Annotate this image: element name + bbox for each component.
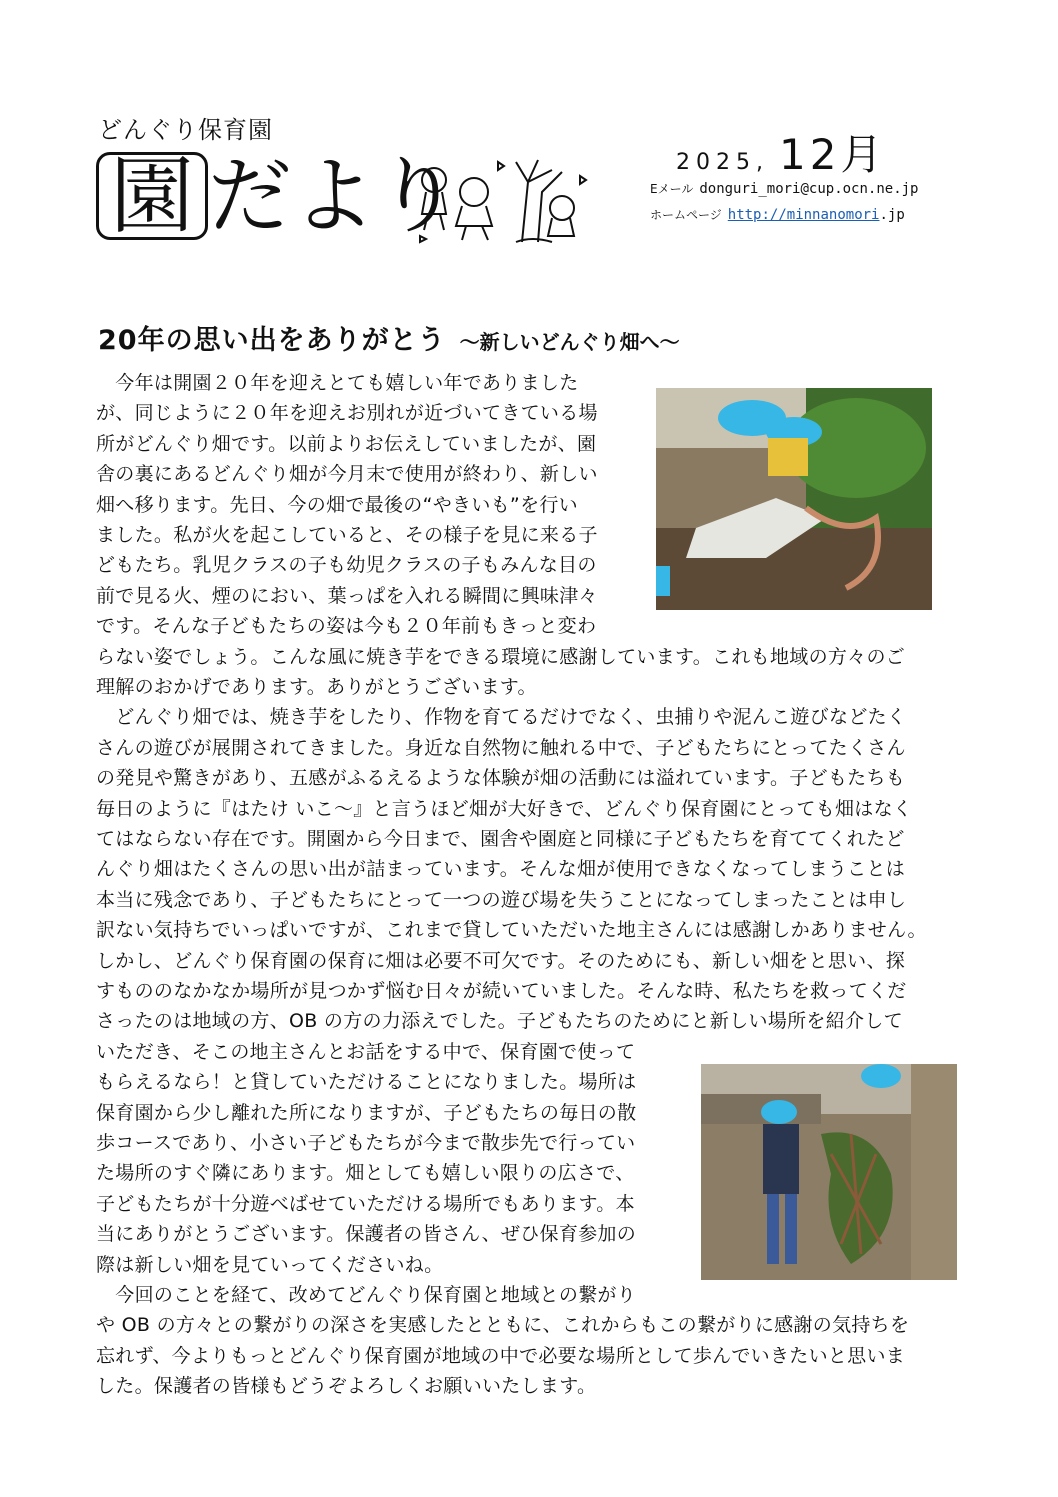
article-line: 歩コースであり、小さい子どもたちが今まで散歩先で行ってい xyxy=(96,1132,636,1154)
article-subtitle: ～新しいどんぐり畑へ～ xyxy=(459,330,680,354)
email-line xyxy=(650,180,919,197)
article-line: や OB の方々との繋がりの深さを実感したとともに、これからもこの繋がりに感謝の気持ちを xyxy=(96,1314,910,1337)
org-name: どんぐり保育園 xyxy=(98,116,273,144)
article-line: 際は新しい畑を見ていってくださいね。 xyxy=(96,1253,444,1276)
issue-date xyxy=(676,122,886,182)
article-line: 本当に残念であり、子どもたちにとって一つの遊び場を失うことになってしまったことは申し xyxy=(96,888,907,911)
article-line: 理解のおかげであります。ありがとうございます。 xyxy=(96,676,537,698)
article-line: 当にありがとうございます。保護者の皆さん、ぜひ保育参加の xyxy=(96,1223,637,1246)
article-line: 忘れず、今よりもっとどんぐり保育園が地域の中で必要な場所として歩んでいきたいと思いま xyxy=(96,1344,906,1367)
homepage-link[interactable]: http://minnanomori xyxy=(727,207,880,223)
article-line: らない姿でしょう。こんな風に焼き芋をできる環境に感謝しています。これも地域の方々のご xyxy=(96,645,906,668)
article-line: 子どもたちが十分遊べばせていただける場所でもあります。本 xyxy=(96,1192,635,1215)
article-line: の発見や驚きがあり、五感がふるえるような体験が畑の活動には溢れています。子どもたちも xyxy=(96,767,906,790)
newsletter-title: 園 だより xyxy=(109,147,461,245)
article-title: 20年の思い出をありがとう xyxy=(98,325,446,356)
article-line: いただき、そこの地主さんとお話をする中で、保育園で使って xyxy=(96,1040,636,1063)
article-line: た場所のすぐ隣にあります。畑としても嬉しい限りの広さで、 xyxy=(96,1162,635,1185)
homepage-line xyxy=(650,206,905,223)
article-line: 畑へ移ります。先日、今の畑で最後の“やきいも”を行い xyxy=(96,493,578,516)
children-digging-sweet-potatoes-photo xyxy=(656,388,932,610)
homepage-label: ホームページ xyxy=(650,208,722,222)
article-line: です。そんな子どもたちの姿は今も２０年前もきっと変わ xyxy=(96,615,597,638)
article-line: どんぐり畑では、焼き芋をしたり、作物を育てるだけでなく、虫捕りや泥んこ遊びなどたく xyxy=(96,706,907,729)
article-line: 訳ない気持ちでいっぱいですが、これまで貸していただいた地主さんには感謝しかありません。 xyxy=(96,919,927,942)
children-holding-vines-photo xyxy=(701,1064,957,1280)
email-label: Eメール xyxy=(650,182,694,196)
issue-month: 12月 xyxy=(778,130,887,179)
article-line: ました。私が火を起こしていると、その様子を見に来る子 xyxy=(96,524,598,546)
article-line: 毎日のように『はたけ いこ～』と言うほど畑が大好きで、どんぐり保育園にとっても畑はなく xyxy=(96,797,913,820)
article-line: んぐり畑はたくさんの思い出が詰まっています。そんな畑が使用できなくなってしまうことは xyxy=(96,858,906,881)
article-line: もらえるなら！と貸していただけることになりました。場所は xyxy=(96,1071,637,1094)
homepage-suffix: .jp xyxy=(879,207,905,223)
article-line: 今年は開園２０年を迎えとても嬉しい年でありました xyxy=(96,372,579,394)
article-line: 所がどんぐり畑です。以前よりお伝えしていましたが、園 xyxy=(96,432,597,455)
article-line: 保育園から少し離れた所になりますが、子どもたちの毎日の散 xyxy=(96,1101,637,1124)
article-line: が、同じように２０年を迎えお別れが近づいてきている場 xyxy=(96,402,598,425)
children-tree-mascot-illustration xyxy=(412,152,602,244)
article-line: しかし、どんぐり保育園の保育に畑は必要不可欠です。そのためにも、新しい畑をと思い、探 xyxy=(96,949,906,972)
article-line: 今回のことを経て、改めてどんぐり保育園と地域との繋がり xyxy=(96,1284,637,1306)
article-line: さんの遊びが展開されてきました。身近な自然物に触れる中で、子どもたちにとってたくさん xyxy=(96,736,906,759)
article-line: した。保護者の皆様もどうぞよろしくお願いいたします。 xyxy=(96,1375,597,1398)
article-heading xyxy=(98,318,680,357)
article-line: 前で見る火、煙のにおい、葉っぱを入れる瞬間に興味津々 xyxy=(96,584,598,607)
article-line: どもたち。乳児クラスの子も幼児クラスの子もみんな目の xyxy=(96,554,597,577)
issue-year: 2025, xyxy=(676,150,769,175)
article-line: すもののなかなか場所が見つかず悩む日々が続いていました。そんな時、私たちを救ってくだ xyxy=(96,980,907,1002)
article-line: 舎の裏にあるどんぐり畑が今月末で使用が終わり、新しい xyxy=(96,463,598,486)
article-line: てはならない存在です。開園から今日まで、園舎や園庭と同様に子どもたちを育ててくれたど xyxy=(96,828,905,850)
article-line: さったのは地域の方、OB の方の力添えでした。子どもたちのためにと新しい場所を紹介して xyxy=(96,1010,903,1033)
email-address[interactable]: donguri_mori@cup.ocn.ne.jp xyxy=(699,181,919,197)
